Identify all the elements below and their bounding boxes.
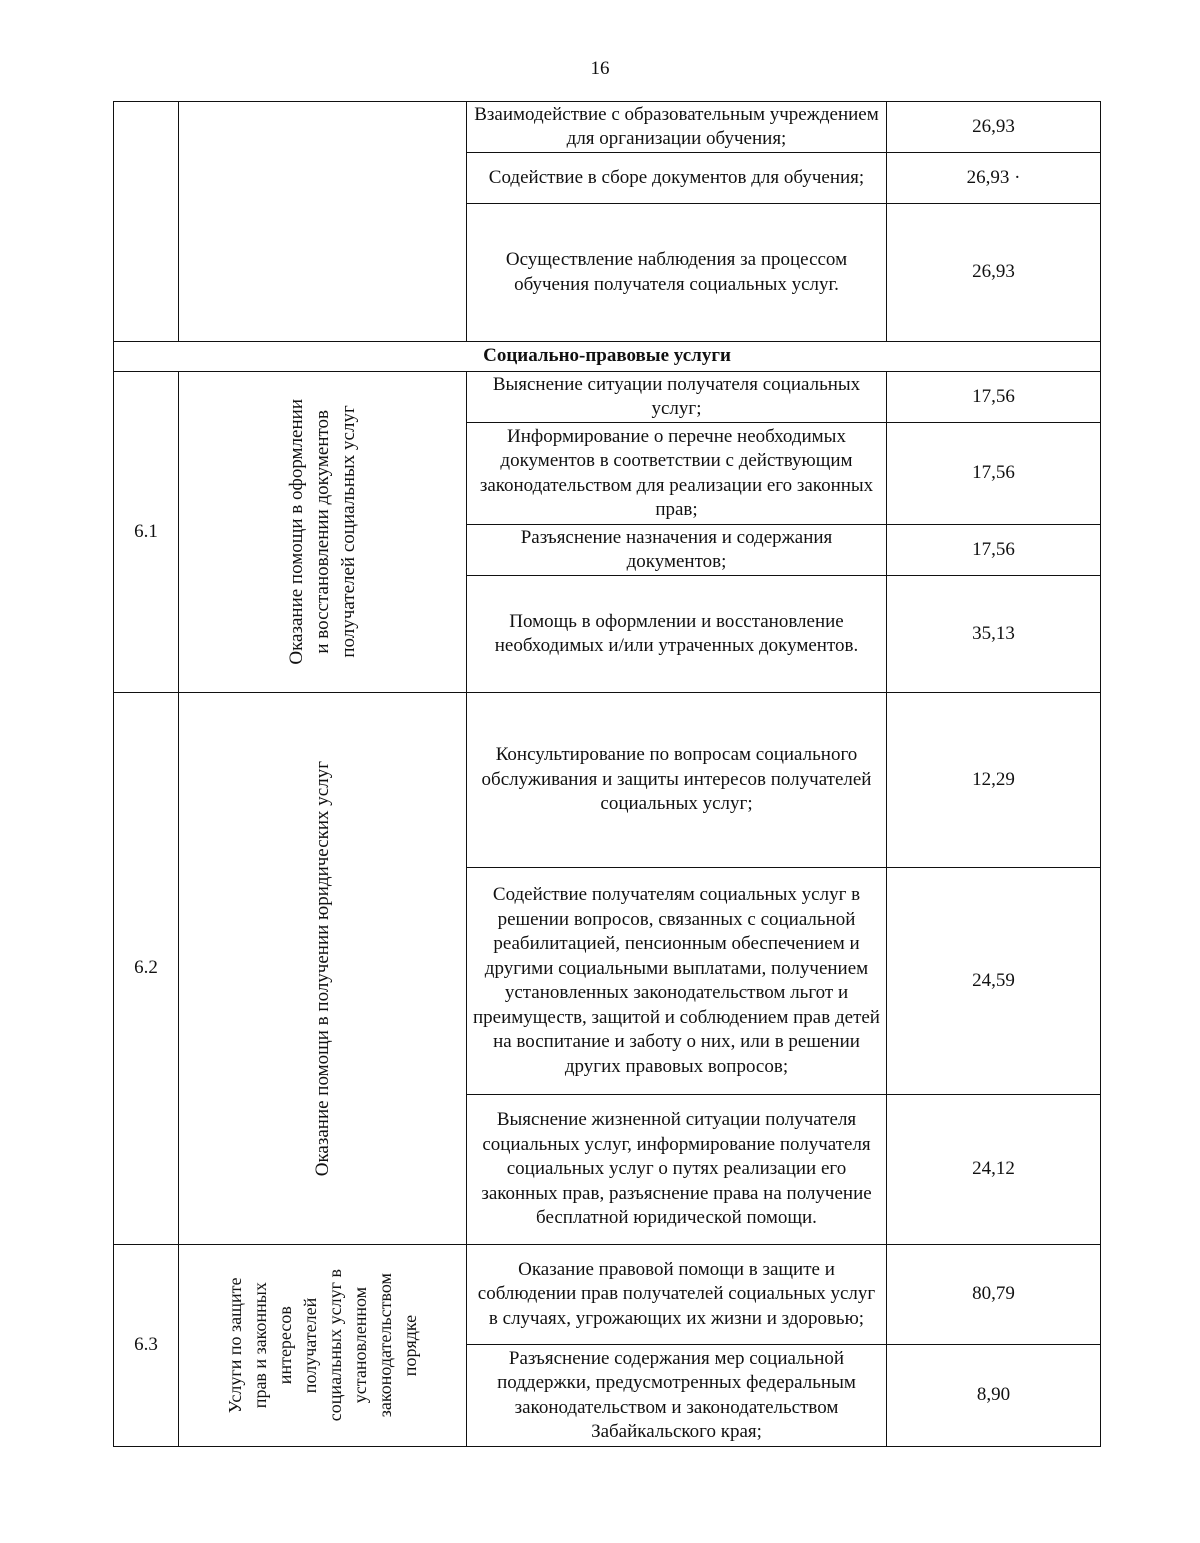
service-description: Выяснение ситуации получателя социальных услуг;	[467, 372, 887, 423]
services-table	[113, 101, 1101, 1447]
page-number: 16	[590, 58, 610, 79]
service-description: Осуществление наблюдения за процессом обучения получателя социальных услуг.	[467, 204, 887, 342]
service-description: Информирование о перечне необходимых документов в соответствии с действующим законодательством для реализации его законных прав;	[467, 423, 887, 525]
service-value: 80,79	[887, 1245, 1101, 1345]
service-value: 17,56	[887, 423, 1101, 525]
table-row	[114, 102, 1101, 153]
group-service-name-cell	[179, 372, 467, 693]
service-description: Взаимодействие с образовательным учреждением для организации обучения;	[467, 102, 887, 153]
service-description: Разъяснение содержания мер социальной поддержки, предусмотренных федеральным законодательством и законодательством Забайкальского края;	[467, 1345, 887, 1447]
group-service-name: Оказание помощи в получении юридических услуг	[311, 760, 333, 1177]
service-description: Помощь в оформлении и восстановление необходимых и/или утраченных документов.	[467, 576, 887, 693]
service-description: Содействие в сборе документов для обучения;	[467, 153, 887, 204]
service-value: 26,93	[887, 204, 1101, 342]
service-value: 24,59	[887, 868, 1101, 1095]
group-service-name: Оказание помощи в оформлении и восстановлении документов получателей социальных услуг	[285, 399, 359, 665]
table-row	[114, 1245, 1101, 1345]
service-value: 26,93	[887, 102, 1101, 153]
empty-service-cell	[179, 102, 467, 342]
service-description: Разъяснение назначения и содержания документов;	[467, 525, 887, 576]
service-description: Выяснение жизненной ситуации получателя социальных услуг, информирование получателя социальных услуг о путях реализации его законных прав, разъяснение права на получение бесплатной юридической помощи.	[467, 1095, 887, 1245]
section-heading-row	[114, 342, 1101, 372]
group-service-name-cell	[179, 1245, 467, 1447]
table-row	[114, 372, 1101, 423]
service-description: Консультирование по вопросам социального обслуживания и защиты интересов получателей социальных услуг;	[467, 693, 887, 868]
service-value: 26,93 ·	[887, 153, 1101, 204]
service-value: 12,29	[887, 693, 1101, 868]
group-number: 6.2	[114, 693, 179, 1245]
service-value: 8,90	[887, 1345, 1101, 1447]
service-value: 24,12	[887, 1095, 1101, 1245]
service-value: 35,13	[887, 576, 1101, 693]
service-description: Содействие получателям социальных услуг в решении вопросов, связанных с социальной реабилитацией, пенсионным обеспечением и другими социальными выплатами, получением установленных законодательством льгот и преимуществ, защитой и соблюдением прав детей на воспитание и заботу о них, или в решении других правовых вопросов;	[467, 868, 887, 1095]
service-description: Оказание правовой помощи в защите и соблюдении прав получателей социальных услуг в случаях, угрожающих их жизни и здоровью;	[467, 1245, 887, 1345]
group-number: 6.3	[114, 1245, 179, 1447]
group-service-name-cell	[179, 693, 467, 1245]
table-row	[114, 693, 1101, 868]
empty-number-cell	[114, 102, 179, 342]
group-number: 6.1	[114, 372, 179, 693]
section-title: Социально-правовые услуги	[114, 342, 1101, 372]
service-value: 17,56	[887, 372, 1101, 423]
group-service-name: Услуги по защите прав и законных интересов получателей социальных услуг в установленном законодательством порядке	[224, 1269, 420, 1422]
service-value: 17,56	[887, 525, 1101, 576]
